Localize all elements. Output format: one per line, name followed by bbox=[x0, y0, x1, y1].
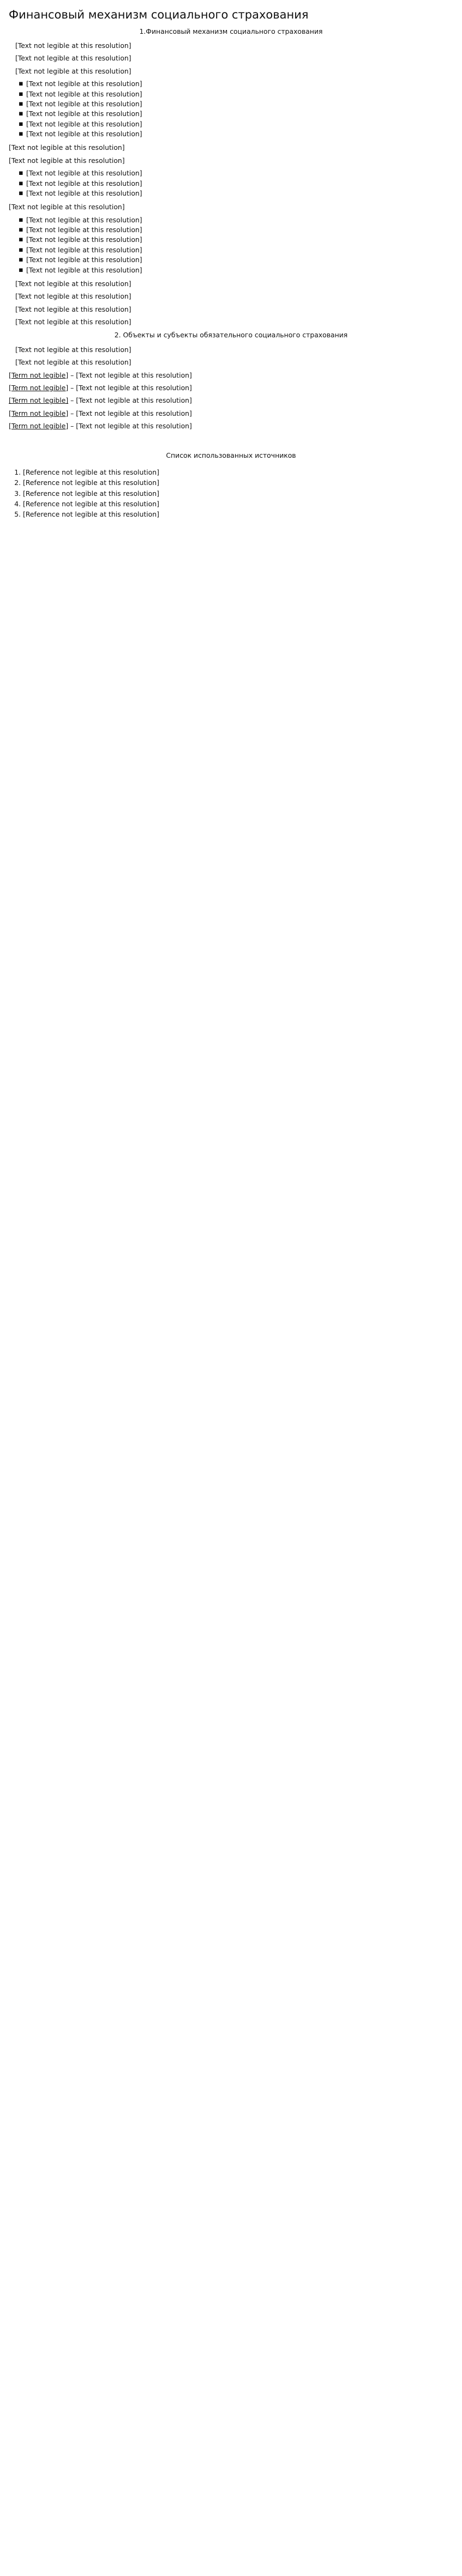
paragraph: [Text not legible at this resolution] bbox=[15, 305, 131, 313]
bibliography-item: 1. [Reference not legible at this resolution] bbox=[23, 468, 453, 477]
bibliography-item: 5. [Reference not legible at this resolution] bbox=[23, 510, 453, 519]
paragraph: [Text not legible at this resolution] bbox=[15, 41, 131, 50]
definition-text: [Text not legible at this resolution] bbox=[76, 422, 192, 431]
paragraph: [Text not legible at this resolution] bbox=[15, 54, 131, 63]
bibliography-list bbox=[9, 468, 453, 519]
definition-term: [Term not legible] bbox=[9, 383, 69, 392]
list-item: ▪ [Text not legible at this resolution] bbox=[19, 216, 453, 225]
document-page bbox=[0, 0, 462, 543]
list-item: ▪ [Text not legible at this resolution] bbox=[19, 80, 453, 88]
bibliography-item: 4. [Reference not legible at this resolution] bbox=[23, 500, 453, 508]
list-item: ▪ [Text not legible at this resolution] bbox=[19, 189, 453, 198]
paragraph: [Text not legible at this resolution] bbox=[15, 66, 131, 75]
list-item: ▪ [Text not legible at this resolution] bbox=[19, 179, 453, 188]
paragraph: [Text not legible at this resolution] bbox=[15, 279, 131, 288]
definition-term: [Term not legible] bbox=[9, 409, 69, 417]
section-1-closing-paragraphs bbox=[9, 280, 453, 327]
definition-paragraph: [Term not legible] – [Text not legible at this resolution] bbox=[9, 422, 192, 431]
bibliography-item: 2. [Reference not legible at this resolution] bbox=[23, 478, 453, 487]
definition-text: [Text not legible at this resolution] bbox=[76, 383, 192, 392]
definition-term: [Term not legible] bbox=[9, 396, 69, 405]
list-item: ▪ [Text not legible at this resolution] bbox=[19, 130, 453, 138]
bulleted-list-2 bbox=[9, 169, 453, 198]
definition-text: [Text not legible at this resolution] bbox=[76, 409, 192, 417]
section-2-paragraphs bbox=[9, 346, 453, 367]
list-item: ▪ [Text not legible at this resolution] bbox=[19, 120, 453, 129]
paragraph: [Text not legible at this resolution] bbox=[15, 345, 131, 354]
bibliography-heading: Список использованных источников bbox=[166, 451, 296, 460]
section-1-paragraphs bbox=[9, 41, 453, 76]
section-heading-1: 1.Финансовый механизм социального страхования bbox=[139, 27, 323, 35]
definition-term: [Term not legible] bbox=[9, 371, 69, 379]
list-item: ▪ [Text not legible at this resolution] bbox=[19, 90, 453, 99]
paragraph-before-list-2: [Text not legible at this resolution] bbox=[9, 156, 125, 165]
definitions-list bbox=[9, 371, 453, 431]
bulleted-list-3 bbox=[9, 216, 453, 275]
paragraph-after-list-1: [Text not legible at this resolution] bbox=[9, 143, 125, 152]
list-item: ▪ [Text not legible at this resolution] bbox=[19, 226, 453, 234]
list-item: ▪ [Text not legible at this resolution] bbox=[19, 256, 453, 264]
list-item: ▪ [Text not legible at this resolution] bbox=[19, 235, 453, 244]
list-item: ▪ [Text not legible at this resolution] bbox=[19, 169, 453, 178]
definition-term: [Term not legible] bbox=[9, 422, 69, 431]
list-item: ▪ [Text not legible at this resolution] bbox=[19, 246, 453, 254]
definition-text: [Text not legible at this resolution] bbox=[76, 371, 192, 379]
list-item: ▪ [Text not legible at this resolution] bbox=[19, 100, 453, 108]
paragraph: [Text not legible at this resolution] bbox=[15, 292, 131, 301]
definition-paragraph: [Term not legible] – [Text not legible at this resolution] bbox=[9, 371, 192, 379]
document-title: Финансовый механизм социального страхования bbox=[9, 8, 309, 21]
section-heading-2: 2. Объекты и субъекты обязательного социального страхования bbox=[114, 331, 348, 340]
bibliography-item: 3. [Reference not legible at this resolution] bbox=[23, 489, 453, 498]
definition-paragraph: [Term not legible] – [Text not legible at this resolution] bbox=[9, 409, 192, 417]
definition-paragraph: [Term not legible] – [Text not legible at this resolution] bbox=[9, 383, 192, 392]
paragraph: [Text not legible at this resolution] bbox=[15, 358, 131, 367]
definition-text: [Text not legible at this resolution] bbox=[76, 396, 192, 405]
paragraph: [Text not legible at this resolution] bbox=[15, 318, 131, 326]
paragraph-before-list-3: [Text not legible at this resolution] bbox=[9, 203, 125, 211]
bulleted-list-1 bbox=[9, 80, 453, 138]
list-item: ▪ [Text not legible at this resolution] bbox=[19, 110, 453, 118]
list-item: ▪ [Text not legible at this resolution] bbox=[19, 266, 453, 275]
definition-paragraph: [Term not legible] – [Text not legible at this resolution] bbox=[9, 396, 192, 405]
